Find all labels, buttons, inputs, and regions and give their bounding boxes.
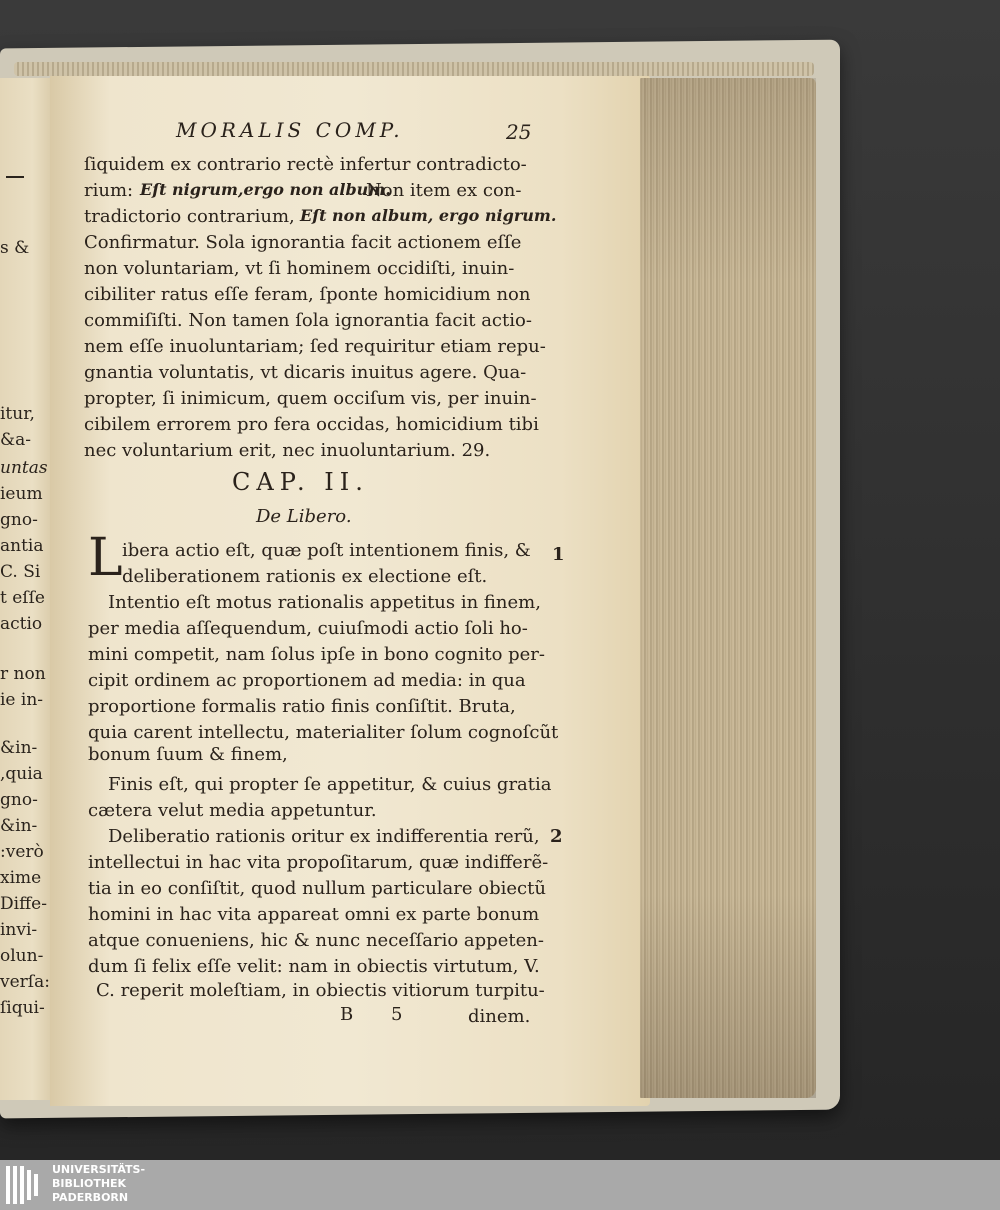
para-line: per media aſſequendum, cuiuſmodi actio ſoli ho-: [88, 618, 528, 639]
para-line: Deliberatio rationis oritur ex indifferentia rerũ,: [108, 826, 540, 847]
page-number: 25: [506, 120, 532, 144]
drop-cap: L: [88, 528, 123, 588]
body-line: nec voluntarium erit, nec inuoluntarium. 29.: [84, 440, 491, 461]
library-logo-icon: [6, 1166, 46, 1204]
left-frag: s &: [0, 238, 30, 258]
left-frag: t eſſe: [0, 588, 45, 608]
library-footer: [0, 1160, 1000, 1210]
left-frag: &a-: [0, 430, 32, 450]
left-frag: &in-: [0, 816, 38, 836]
library-name: [52, 1163, 145, 1205]
left-page-rule: [6, 176, 24, 178]
para-line: bonum ſuum & finem,: [88, 744, 288, 765]
para-line: cipit ordinem ac proportionem ad media: in qua: [88, 670, 526, 691]
body-line: nem eſſe inuoluntariam; ſed requiritur etiam repu-: [84, 336, 546, 357]
left-frag: ſiqui-: [0, 998, 45, 1018]
body-line: Non item ex con-: [366, 180, 522, 201]
left-frag: invi-: [0, 920, 38, 940]
para-line: dum ſi felix eſſe velit: nam in obiectis virtutum, V.: [88, 956, 540, 977]
left-frag: gno-: [0, 510, 38, 530]
body-line-italic: Eſt non album, ergo nigrum.: [300, 206, 557, 225]
chapter-subtitle: De Libero.: [256, 506, 352, 527]
para-line: mini competit, nam ſolus ipſe in bono cognito per-: [88, 644, 545, 665]
left-frag: actio: [0, 614, 43, 634]
left-frag: r non: [0, 664, 46, 684]
left-frag: olun-: [0, 946, 44, 966]
chapter-title: CAP. II.: [232, 468, 369, 496]
body-line: gnantia voluntatis, vt dicaris inuitus agere. Qua-: [84, 362, 527, 383]
left-frag: itur,: [0, 404, 35, 424]
para-line: ibera actio eſt, quæ poſt intentionem finis, &: [122, 540, 531, 561]
para-line: cætera velut media appetuntur.: [88, 800, 377, 821]
para-line: homini in hac vita appareat omni ex parte bonum: [88, 904, 540, 925]
para-line: tia in eo conſiſtit, quod nullum particulare obiectũ: [88, 878, 546, 899]
body-line: rium:: [84, 180, 134, 201]
body-line: non voluntariam, vt ſi hominem occidiſti, inuin-: [84, 258, 515, 279]
para-line: deliberationem rationis ex electione eſt.: [122, 566, 488, 587]
left-frag: C. Si: [0, 562, 41, 582]
left-frag: ieum: [0, 484, 43, 504]
left-frag: Diffe-: [0, 894, 47, 914]
book-head-edge: [14, 62, 814, 76]
body-line: Confirmatur. Sola ignorantia facit actionem eſſe: [84, 232, 522, 253]
para-line: Intentio eſt motus rationalis appetitus in finem,: [108, 592, 541, 613]
margin-number: 2: [550, 826, 563, 847]
para-line: proportione formalis ratio finis conſiſtit. Bruta,: [88, 696, 516, 717]
library-name-line: UNIVERSITÄTS-: [52, 1163, 146, 1176]
left-frag: ie in-: [0, 690, 44, 710]
body-line: cibiliter ratus eſſe feram, ſponte homicidium non: [84, 284, 531, 305]
running-title: MORALIS COMP.: [176, 118, 404, 142]
para-line: atque conueniens, hic & nunc neceſſario appeten-: [88, 930, 544, 951]
body-line: commiſiſti. Non tamen ſola ignorantia facit actio-: [84, 310, 532, 331]
left-frag: gno-: [0, 790, 38, 810]
para-line: Finis eſt, qui propter ſe appetitur, & cuius gratia: [108, 774, 552, 795]
para-line: intellectui in hac vita propoſitarum, quæ indifferẽ-: [88, 852, 549, 873]
page-fore-edge: [640, 78, 816, 1098]
body-line-italic: Eſt nigrum,ergo non album.: [140, 180, 391, 199]
left-frag: xime: [0, 868, 42, 888]
left-frag: &in-: [0, 738, 38, 758]
body-line: ſiquidem ex contrario rectè infertur contradicto-: [84, 154, 527, 175]
left-frag: ,quia: [0, 764, 43, 784]
body-line: tradictorio contrarium,: [84, 206, 295, 227]
para-line: C. reperit moleſtiam, in obiectis vitiorum turpitu-: [96, 980, 545, 1001]
left-frag: antia: [0, 536, 44, 556]
signature-mark: B 5: [340, 1004, 419, 1025]
left-frag: :verò: [0, 842, 44, 862]
left-frag: verſa:: [0, 972, 50, 992]
body-line: propter, ſi inimicum, quem occiſum vis, per inuin-: [84, 388, 537, 409]
catchword: dinem.: [468, 1006, 531, 1027]
left-page-fragment: [0, 78, 56, 1100]
para-line: quia carent intellectu, materialiter ſolum cognoſcũt: [88, 722, 559, 743]
body-line: cibilem errorem pro fera occidas, homicidium tibi: [84, 414, 539, 435]
right-page: [50, 76, 650, 1106]
library-name-line: BIBLIOTHEK: [52, 1177, 127, 1190]
left-frag: untas: [0, 458, 48, 478]
library-name-line: PADERBORN: [52, 1191, 129, 1204]
margin-number: 1: [552, 544, 565, 565]
